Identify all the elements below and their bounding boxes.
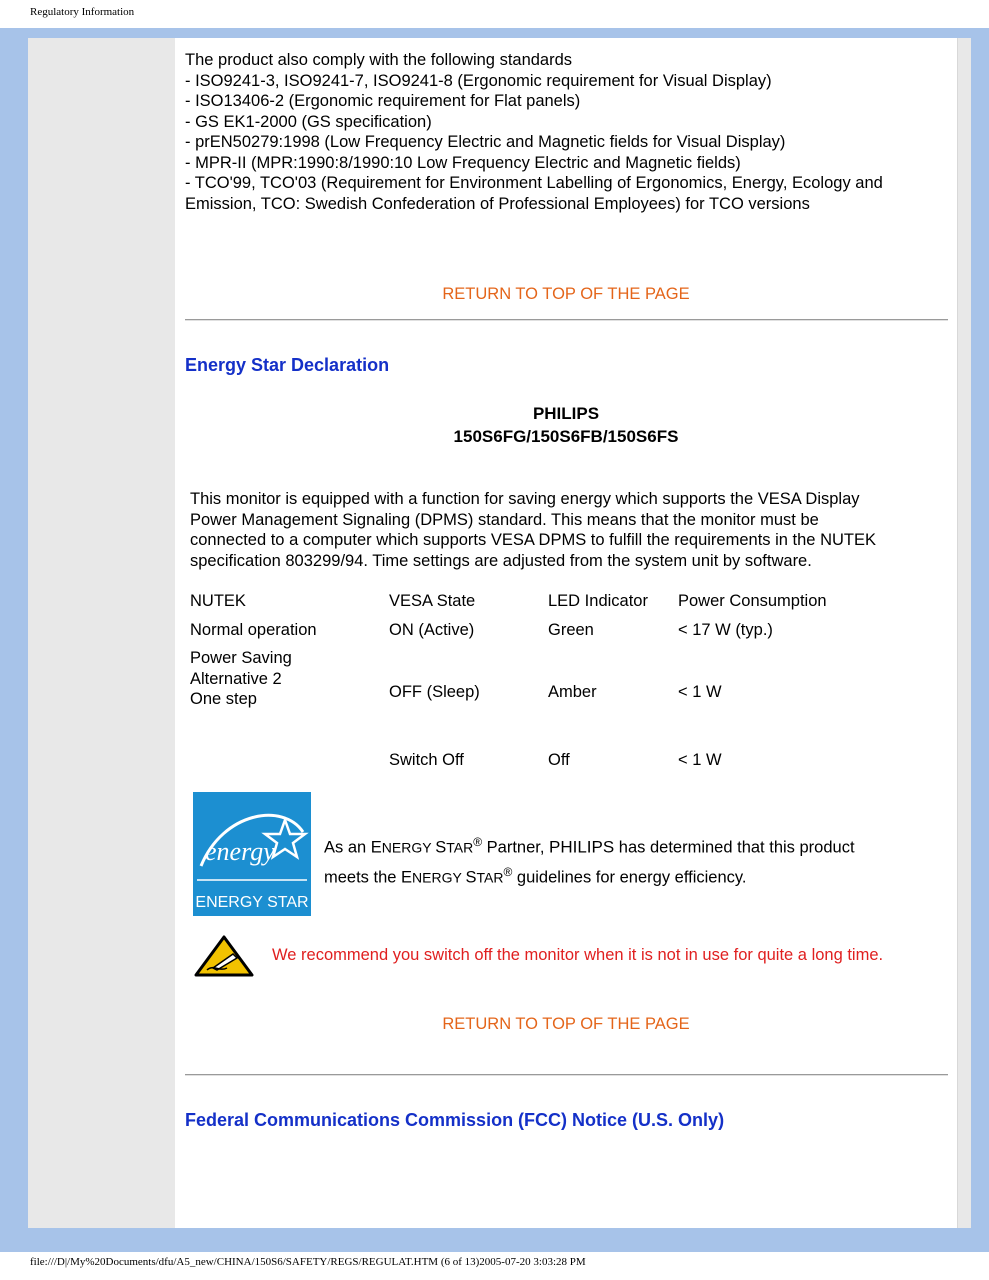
table-cell: < 1 W bbox=[678, 683, 722, 701]
table-header: Power Consumption bbox=[678, 592, 827, 610]
table-cell: < 1 W bbox=[678, 751, 722, 769]
standards-item: - ISO13406-2 (Ergonomic requirement for Flat panels) bbox=[185, 92, 581, 110]
table-cell: Normal operation bbox=[190, 621, 317, 639]
table-cell: Switch Off bbox=[389, 751, 464, 769]
scrollbar-track[interactable] bbox=[958, 38, 971, 1228]
page-header: Regulatory Information bbox=[30, 6, 135, 18]
warning-text: We recommend you switch off the monitor when it is not in use for quite a long time. bbox=[272, 946, 884, 964]
main-content bbox=[175, 38, 958, 1228]
table-cell: Off bbox=[548, 751, 570, 769]
energy-script-text: energy bbox=[205, 837, 275, 866]
standards-intro: The product also comply with the following standards bbox=[185, 51, 573, 69]
model-numbers: 150S6FG/150S6FB/150S6FS bbox=[453, 427, 679, 446]
standards-item: Emission, TCO: Swedish Confederation of Professional Employees) for TCO versions bbox=[185, 194, 810, 213]
partner-line-1: As an ENERGY STAR® Partner, PHILIPS has determined that this product bbox=[324, 835, 855, 857]
page-footer: file:///D|/My%20Documents/dfu/A5_new/CHINA/150S6/SAFETY/REGS/REGULAT.HTM (6 of 13)2005-07-20 3:03:28 PM bbox=[30, 1256, 586, 1268]
paragraph-line: connected to a computer which supports VESA DPMS to fulfill the requirements in the NUTEK bbox=[190, 531, 876, 549]
table-cell: Green bbox=[548, 621, 594, 639]
standards-item: - TCO'99, TCO'03 (Requirement for Environment Labelling of Ergonomics, Energy, Ecology and bbox=[185, 174, 883, 192]
divider bbox=[185, 319, 948, 321]
return-to-top-link[interactable]: RETURN TO TOP OF THE PAGE bbox=[442, 1015, 690, 1033]
table-cell: Power Saving Alternative 2 One step bbox=[190, 649, 292, 708]
partner-line-2: meets the ENERGY STAR® guidelines for energy efficiency. bbox=[324, 864, 747, 886]
table-header: VESA State bbox=[389, 592, 476, 610]
paragraph-line: specification 803299/94. Time settings are adjusted from the system unit by software. bbox=[190, 551, 812, 570]
standards-block bbox=[185, 50, 950, 214]
table-cell: ON (Active) bbox=[389, 621, 475, 639]
divider bbox=[185, 1074, 948, 1076]
left-sidebar bbox=[28, 38, 175, 1228]
energy-star-label: ENERGY STAR bbox=[195, 894, 309, 911]
paragraph-line: This monitor is equipped with a function for saving energy which supports the VESA Display bbox=[190, 490, 860, 508]
table-header: LED Indicator bbox=[548, 592, 648, 610]
warning-icon bbox=[193, 934, 255, 978]
table-cell: Amber bbox=[548, 683, 597, 701]
table-header: NUTEK bbox=[190, 592, 246, 610]
standards-item: - GS EK1-2000 (GS specification) bbox=[185, 112, 432, 131]
standards-item: - MPR-II (MPR:1990:8/1990:10 Low Frequency Electric and Magnetic fields) bbox=[185, 153, 741, 172]
standards-item: - prEN50279:1998 (Low Frequency Electric and Magnetic fields for Visual Display) bbox=[185, 133, 786, 151]
fcc-heading: Federal Communications Commission (FCC) Notice (U.S. Only) bbox=[185, 1110, 725, 1130]
energy-star-heading: Energy Star Declaration bbox=[185, 355, 390, 375]
standards-item: - ISO9241-3, ISO9241-7, ISO9241-8 (Ergonomic requirement for Visual Display) bbox=[185, 71, 772, 90]
return-to-top-link[interactable]: RETURN TO TOP OF THE PAGE bbox=[442, 285, 690, 303]
paragraph-line: Power Management Signaling (DPMS) standard. This means that the monitor must be bbox=[190, 510, 819, 529]
energy-star-logo bbox=[193, 792, 311, 916]
table-cell: OFF (Sleep) bbox=[389, 683, 480, 701]
energy-paragraph bbox=[190, 489, 950, 571]
partner-text bbox=[324, 830, 944, 889]
product-title bbox=[175, 402, 957, 448]
brand-name: PHILIPS bbox=[532, 404, 600, 423]
table-cell: < 17 W (typ.) bbox=[678, 621, 773, 639]
